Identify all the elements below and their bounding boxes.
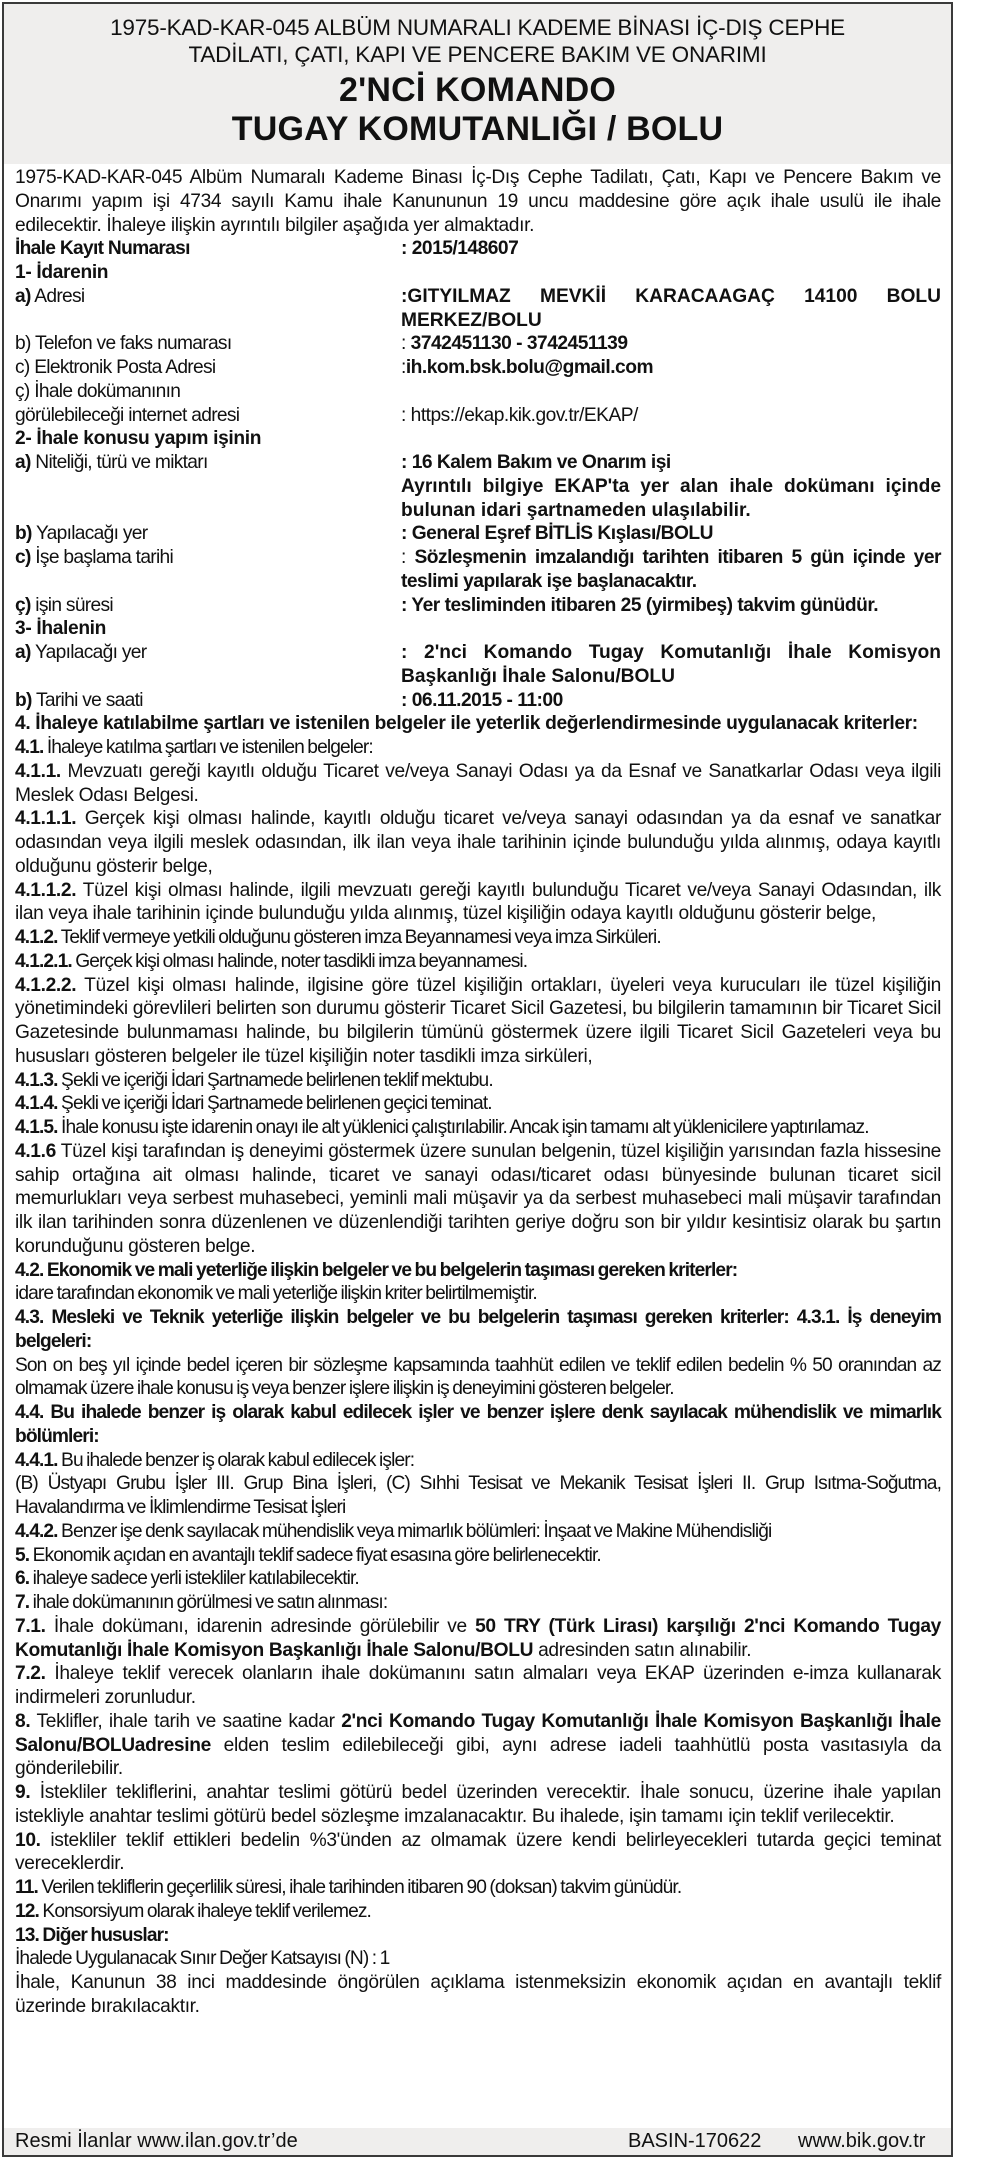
intro-paragraph: 1975-KAD-KAR-045 Albüm Numaralı Kademe Binası İç-Dış Cephe Tadilatı, Çatı, Kapı ve Pencere Bakım ve Onarımı yapım işi 4734 sayılı Kamu ihale Kanununun 19 uncu maddesine göre açık ihale usulü ile ihale edilecektir. İhaleye ilişkin ayrıntılı bilgiler aşağıda yer almaktadır. [15,167,941,236]
clause-number: 4.1.6 [15,1140,56,1162]
start-date-value: Sözleşmenin imzalandığı tarihten itibaren 5 gün içinde yer teslimi yapılarak işe başlanacaktır. [401,547,941,592]
clause-text: elden teslim edilebileceği gibi, aynı adrese iadeli taahhütlü posta vasıtasıyla da gönderilebilir. [15,1734,941,1780]
clause-number: 7. [15,1592,30,1613]
clause-number: 8. [15,1710,31,1732]
clause-text: Gerçek kişi olması halinde, kayıtlı olduğu ticaret ve/veya sanayi odasından ya da esnaf ve sanatkar odasından veya ilgili meslek odasından, ilk ilan veya ihale tarihinin içinde bulunduğu yılda alınmış, odaya kayıtlı olduğunu gösterir belge, [15,808,941,877]
clause-4-1-6 [15,1140,941,1259]
clause-11 [15,1876,941,1900]
clause-13-line-1: İhalede Uygulanacak Sınır Değer Katsayısı (N) : 1 [15,1948,390,1970]
start-date-label: İşe başlama tarihi [30,547,174,568]
tender-datetime-key: b) [15,689,32,711]
clause-5 [15,1544,941,1568]
header-title-line-1: 2'NCİ KOMANDO [338,71,617,109]
phone-row [15,332,941,356]
clause-text: Şekli ve içeriği İdari Şartnamede belirlenen teklif mektubu. [57,1069,493,1091]
clause-10 [15,1829,941,1877]
clause-bold-text: 50 TRY (Türk Lirası) karşılığı 2'nci Komando Tugay Komutanlığı İhale Komisyon Başkanlığı İhale Salonu/BOLU [15,1615,941,1661]
clause-text: ihale dokümanının görülmesi ve satın alınması: [29,1592,388,1613]
tender-registration-row [15,237,941,261]
clause-text: Şekli ve içeriği İdari Şartnamede belirlenen geçici teminat. [57,1093,492,1115]
announcement-header [4,4,951,164]
clause-text: İhale dokümanı, idarenin adresinde görülebilir ve [45,1615,476,1637]
address-value: :GITYILMAZ MEVKİİ KARACAAGAÇ 14100 BOLU MERKEZ/BOLU [401,285,941,331]
start-date-prefix: : [401,547,415,568]
clause-7 [15,1591,941,1615]
phone-prefix: : [401,333,411,355]
clause-text: Ekonomik açıdan en avantajlı teklif sadece fiyat esasına göre belirlenecektir. [29,1544,601,1566]
clause-number: 4.1.2.2. [15,974,77,996]
clause-number: 10. [15,1829,41,1851]
clause-text: ihaleye sadece yerli istekliler katılabilecektir. [29,1568,359,1590]
tender-announcement [2,2,953,2157]
duration-key: ç) [15,594,31,616]
document-url-value[interactable]: : https://ekap.kik.gov.tr/EKAP/ [401,404,638,426]
clause-4-2-title: 4.2. Ekonomik ve mali yeterliğe ilişkin belgeler ve bu belgelerin taşıması gereken kriterler: [15,1259,738,1281]
clause-number: 4.1. [15,737,44,758]
section-2-title: 2- İhale konusu yapım işinin [15,428,262,450]
nature-key: a) [15,452,31,473]
clause-number: 4.4.1. [15,1449,58,1471]
header-subject-line-2: TADİLATI, ÇATI, KAPI VE PENCERE BAKIM VE ONARIMI [188,42,767,67]
address-key: a) [15,285,31,307]
work-location-label: Yapılacağı yer [31,523,148,545]
email-row [15,356,941,380]
clause-4-1-1-2 [15,879,941,927]
duration-label: işin süresi [30,594,113,616]
clause-text: İstekliler tekliflerini, anahtar teslimi götürü bedel üzerinden verecektir. İhale sonucu, üzerine ihale yapılan istekliyle anahtar teslimi götürü bedel sözleşme imzalanacaktır. Bu ihalede, işin tamamı için teklif verilecektir. [15,1782,941,1827]
section-3-title: 3- İhalenin [15,618,107,640]
clause-4-1-1-1 [15,807,941,878]
clause-7-2 [15,1662,941,1710]
clause-4-4-1-list: (B) Üstyapı Grubu İşler III. Grup Bina İşleri, (C) Sıhhi Tesisat ve Mekanik Tesisat İşleri II. Grup Isıtma-Soğutma, Havalandırma ve İklimlendirme Tesisat İşleri [15,1473,941,1518]
header-title-line-2: TUGAY KOMUTANLIĞI / BOLU [231,110,724,148]
document-url-label-2: görülebileceği internet adresi [15,404,240,426]
footer-official-ads-link[interactable]: Resmi İlanlar www.ilan.gov.tr’de [15,2130,298,2152]
clause-number: 4.1.2.1. [15,950,72,972]
clause-4-4-2 [15,1520,941,1544]
duration-value: : Yer tesliminden itibaren 25 (yirmibeş) takvim günüdür. [401,594,879,616]
clause-number: 4.1.2. [15,927,58,948]
tender-datetime-label: Tarihi ve saati [31,689,143,711]
footer-basin-code: BASIN-170622 [628,2130,762,2152]
clause-number: 4.1.1.2. [15,879,77,901]
clause-number: 4.4.2. [15,1520,58,1542]
document-url-label-1: ç) İhale dokümanının [15,380,181,402]
clause-text: Gerçek kişi olması halinde, noter tasdikli imza beyannamesi. [71,950,528,972]
clause-text: Verilen tekliflerin geçerlilik süresi, ihale tarihinden itibaren 90 (doksan) takvim günüdür. [37,1877,682,1898]
address-row [15,285,941,333]
email-label: c) Elektronik Posta Adresi [15,357,216,378]
clause-4-2-text: idare tarafından ekonomik ve mali yeterliğe ilişkin kriter belirtilmemiştir. [15,1283,537,1305]
nature-detail: Ayrıntılı bilgiye EKAP'ta yer alan ihale dokümanı içinde bulunan idari şartnameden ulaşılabilir. [401,475,941,521]
header-subject-line-1: 1975-KAD-KAR-045 ALBÜM NUMARALI KADEME BİNASI İÇ-DIŞ CEPHE [110,15,845,40]
tender-location-key: a) [15,642,31,663]
clause-text: İhaleye teklif verecek olanların ihale dokümanını satın almaları veya EKAP üzerinden e-imza kullanarak indirmeleri zorunludur. [15,1663,941,1708]
clause-number: 4.1.1.1. [15,808,77,830]
email-prefix: : [401,357,406,378]
clause-6 [15,1567,941,1591]
clause-text: Bu ihalede benzer iş olarak kabul edilecek işler: [57,1449,415,1471]
section-1-title: 1- İdarenin [15,262,109,283]
phone-value: 3742451130 - 3742451139 [410,333,628,355]
registration-label: İhale Kayıt Numarası [15,238,190,260]
clause-text: Teklifler, ihale tarih ve saatine kadar [30,1710,342,1732]
phone-label: b) Telefon ve faks numarası [15,333,232,355]
nature-row [15,451,941,522]
clause-number: 7.1. [15,1615,46,1637]
clause-text: Konsorsiyum olarak ihaleye teklif verilemez. [38,1900,371,1922]
work-location-row [15,522,941,546]
clause-number: 4.1.1. [15,760,61,782]
clause-text: adresinden satın alınabilir. [533,1639,752,1661]
clause-4-1-2 [15,926,941,950]
clause-12 [15,1900,941,1924]
clause-8 [15,1710,941,1781]
clause-4-1-2-2 [15,974,941,1069]
announcement-footer [4,2128,951,2155]
registration-value: : 2015/148607 [401,238,519,260]
nature-value: : 16 Kalem Bakım ve Onarım işi [401,452,671,473]
clause-4-1-1 [15,760,941,808]
clause-4-4-1 [15,1449,941,1473]
tender-location-row [15,641,941,689]
tender-location-label: Yapılacağı yer [30,642,147,663]
clause-number: 4.1.5. [15,1117,58,1138]
document-url-row [15,380,941,428]
start-date-row [15,546,941,594]
tender-location-value: : 2'nci Komando Tugay Komutanlığı İhale Komisyon Başkanlığı İhale Salonu/BOLU [401,642,941,687]
clause-4-3-title: 4.3. Mesleki ve Teknik yeterliğe ilişkin belgeler ve bu belgelerin taşıması gereken kriterler: 4.3.1. İş deneyim belgeleri: [15,1307,941,1352]
clause-number: 7.2. [15,1663,46,1685]
duration-row [15,594,941,618]
clause-13-line-2: İhale, Kanunun 38 inci maddesinde öngörülen açıklama istenmeksizin ekonomik açıdan en avantajlı teklif üzerinde bırakılacaktır. [15,1972,941,2017]
work-location-key: b) [15,523,32,545]
clause-number: 6. [15,1568,30,1590]
clause-number: 9. [15,1782,31,1803]
clause-number: 4.1.3. [15,1069,58,1091]
clause-text: İhaleye katılma şartları ve istenilen belgeler: [43,737,373,758]
clause-4-1-4 [15,1092,941,1116]
clause-text: İhale konusu işte idarenin onayı ile alt yüklenici çalıştırılabilir. Ancak işin tamamı alt yüklenicilere yaptırılamaz. [57,1117,869,1138]
clause-text: Tüzel kişi tarafından iş deneyimi göstermek üzere sunulan belgenin, tüzel kişiliğin yarısından fazla hissesine sahip ortağına ait olması halinde, ticaret ve sanayi odası/ticaret odası bünyesinde bulunan ticaret sicil memurlukları veya serbest muhasebeci, yeminli mali müşavir ya da serbest muhasebeci mali müşavir tarafından ilk ilan tarihinden sonra düzenlenen ve düzenlendiği tarihten geriye doğru son bir yıldır kesintisiz olarak bu şartın korunduğunu gösteren belge. [15,1140,941,1257]
start-date-key: c) [15,547,31,568]
clause-4-1 [15,736,941,760]
footer-bik-link[interactable]: www.bik.gov.tr [798,2130,926,2152]
address-label: Adresi [30,285,85,307]
clause-7-1 [15,1615,941,1663]
clause-bold-text: 2'nci Komando Tugay Komutanlığı İhale Komisyon Başkanlığı İhale Salonu/BOLUadresine [15,1710,941,1756]
tender-datetime-row [15,689,941,713]
clause-4-1-2-1 [15,950,941,974]
announcement-body [4,164,951,2019]
section-4-title: 4. İhaleye katılabilme şartları ve istenilen belgeler ile yeterlik değerlendirmesinde uygulanacak kriterler: [15,713,918,735]
work-location-value: : General Eşref BİTLİS Kışlası/BOLU [401,523,713,545]
clause-text: istekliler teklif ettikleri bedelin %3'ünden az olmamak üzere kendi belirleyecekleri tutarda geçici teminat vereceklerdir. [15,1829,941,1875]
nature-label: Niteliği, türü ve miktarı [30,452,208,473]
clause-text: Mevzuatı gereği kayıtlı olduğu Ticaret ve/veya Sanayi Odası ya da Esnaf ve Sanatkarlar Odası veya ilgili Meslek Odası Belgesi. [15,760,941,806]
clause-4-1-5 [15,1116,941,1140]
clause-9 [15,1781,941,1829]
clause-13-title: 13. Diğer hususlar: [15,1924,169,1946]
clause-text: Tüzel kişi olması halinde, ilgisine göre tüzel kişiliğin ortakları, üyeleri veya kurucuları ile tüzel kişiliğin yönetimindeki görevlileri belirten son durumu gösterir Ticaret Sicil Gazetesi, bu bilgilerin tamamının bir Ticaret Sicil Gazetesinde bulunmaması halinde, bu bilgilerin tümünü göstermek üzere ilgili Ticaret Sicil Gazeteleri veya bu hususları gösteren belgeler ile tüzel kişiliğin noter tasdikli imza sirküleri, [15,974,941,1067]
clause-4-1-3 [15,1069,941,1093]
clause-4-3-text: Son on beş yıl içinde bedel içeren bir sözleşme kapsamında taahhüt edilen ve teklif edilen bedelin % 50 oranından az olmamak üzere ihale konusu iş veya benzer işlere ilişkin iş deneyimini gösteren belgeler. [15,1354,941,1400]
clause-text: Tüzel kişi olması halinde, ilgili mevzuatı gereği kayıtlı bulunduğu Ticaret ve/veya Sanayi Odasından, ilk ilan veya ihale tarihinin içinde bulunduğu yılda alınmış, tüzel kişiliğin odaya kayıtlı olduğunu gösterir belge, [15,879,941,925]
clause-number: 4.1.4. [15,1093,58,1115]
email-value[interactable]: ih.kom.bsk.bolu@gmail.com [405,357,654,378]
clause-number: 11. [15,1877,38,1898]
tender-datetime-value: : 06.11.2015 - 11:00 [401,689,563,711]
clause-number: 5. [15,1544,30,1566]
clause-4-4-title: 4.4. Bu ihalede benzer iş olarak kabul edilecek işler ve benzer işlere denk sayılacak mühendislik ve mimarlık bölümleri: [15,1402,941,1447]
clause-text: Benzer işe denk sayılacak mühendislik veya mimarlık bölümleri: İnşaat ve Makine Mühendisliği [57,1520,772,1542]
clause-number: 12. [15,1900,39,1922]
clause-text: Teklif vermeye yetkili olduğunu gösteren imza Beyannamesi veya imza Sirküleri. [57,927,661,948]
